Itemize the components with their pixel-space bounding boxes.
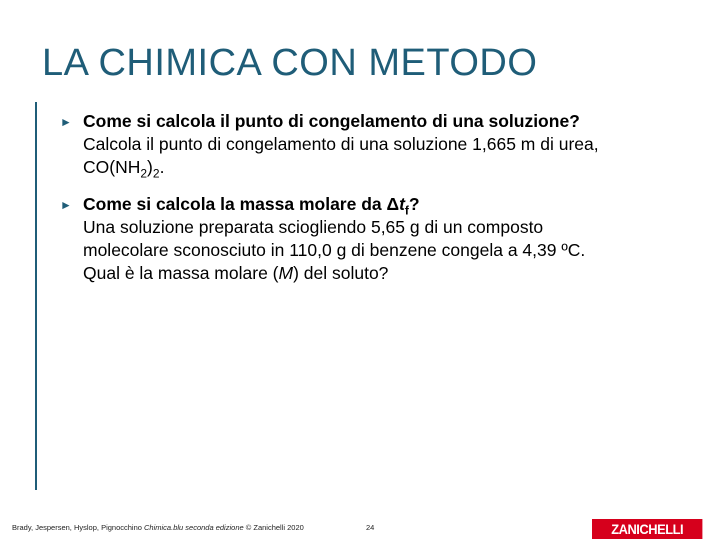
bullet-body-line: molecolare sconosciuto in 110,0 g di benzene congela a 4,39 ºC. [83, 240, 586, 260]
bullet-item-molar-mass [60, 193, 670, 285]
bullet-question: Come si calcola il punto di congelamento di una soluzione? [83, 111, 580, 131]
zanichelli-logo: ZANICHELLI [592, 519, 702, 539]
slide-title: LA CHIMICA CON METODO [42, 42, 538, 84]
urea-formula: $CO(NH_2)_2$. [83, 157, 165, 181]
bullet-arrow-icon: ► [60, 198, 72, 212]
footer-credits: Brady, Jespersen, Hyslop, Pignocchino Chimica.blu seconda edizione © Zanichelli 2020 [12, 523, 304, 532]
bullet-body-line: Calcola il punto di congelamento di una soluzione 1,665 m di urea, [83, 134, 599, 154]
bullet-arrow-icon: ► [60, 115, 72, 129]
bullet-body-line: Qual è la massa molare (M) del soluto? [83, 263, 389, 283]
vertical-divider [35, 102, 37, 490]
bullet-text [83, 110, 670, 179]
bullet-item-freezing-point [60, 110, 670, 179]
bullet-body-line: Una soluzione preparata sciogliendo 5,65 g di un composto [83, 217, 544, 237]
page-number: 24 [366, 523, 375, 532]
bullet-question: Come si calcola la massa molare da $\Delta t_f$? [83, 194, 420, 218]
bullet-text [83, 193, 670, 285]
